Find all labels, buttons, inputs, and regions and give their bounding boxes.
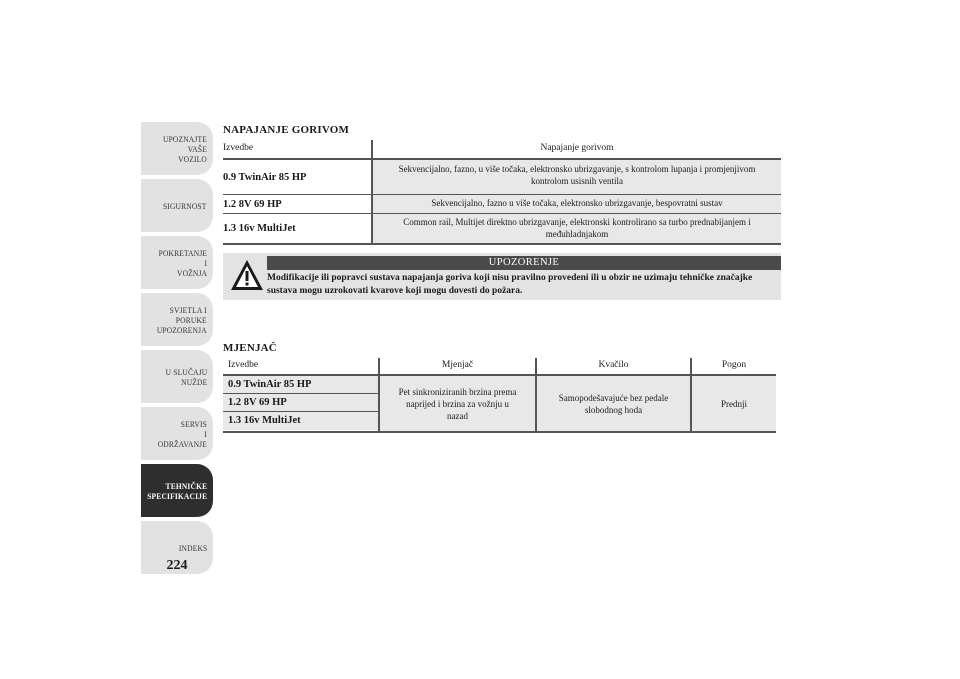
tab-tehnicke-specifikacije[interactable] [141, 464, 213, 517]
fuel-supply-value: Sekvencijalno, fazno u više točaka, elektronsko ubrizgavanje, bespovratni sustav [373, 195, 781, 213]
gearbox-header-clutch: Kvačilo [598, 360, 629, 370]
gearbox-version-name: 1.3 16v MultiJet [223, 412, 378, 430]
fuel-version-name: 0.9 TwinAir 85 HP [223, 160, 373, 194]
tab-servis-i-odrzavanje[interactable] [141, 407, 213, 460]
fuel-section-title: NAPAJANJE GORIVOM [223, 124, 350, 136]
page-number: 224 [166, 558, 188, 573]
gearbox-versions-column [223, 376, 380, 431]
fuel-header-versions: Izvedbe [223, 143, 254, 153]
tab-pokretanje-i-voznja[interactable] [141, 236, 213, 289]
tab-label: U SLUČAJU NUŽDE [165, 366, 207, 387]
chapter-sidebar [141, 122, 213, 578]
clutch-value: Samopodešavajuće bez pedale slobodnog hoda [537, 376, 690, 431]
gearbox-version-name: 0.9 TwinAir 85 HP [223, 376, 378, 394]
fuel-table [223, 140, 781, 245]
table-row [223, 214, 781, 245]
fuel-supply-value: Sekvencijalno, fazno, u više točaka, elektronsko ubrizgavanje, s kontrolom lupanja i promjenjivom kontrolom usisnih ventila [373, 160, 781, 194]
drive-value: Prednji [692, 376, 776, 431]
gearbox-table [223, 358, 776, 433]
tab-sigurnost[interactable] [141, 179, 213, 232]
tab-label: SERVIS I ODRŽAVANJE [157, 418, 207, 449]
warning-triangle-icon [229, 258, 265, 292]
tab-svjetla-poruke-upozorenja[interactable] [141, 293, 213, 346]
table-row [223, 195, 781, 214]
tab-u-slucaju-nuzde[interactable] [141, 350, 213, 403]
tab-label: TEHNIČKE SPECIFIKACIJE [146, 480, 207, 501]
gearbox-value: Pet sinkroniziranih brzina prema naprijed i brzina za vožnju u nazad [380, 376, 535, 431]
gearbox-header-drive: Pogon [721, 360, 747, 370]
warning-text: Modifikacije ili popravci sustava napajanja goriva koji nisu pravilno provedeni ili u obzir ne uzimaju tehničke značajke sustava mogu uzrokovati kvarove koji mogu dovesti do požara. [267, 273, 753, 296]
gearbox-header-versions: Izvedbe [228, 360, 259, 370]
warning-title: UPOZORENJE [267, 256, 781, 270]
table-row [223, 160, 781, 195]
fuel-header-supply: Napajanje gorivom [540, 143, 614, 153]
fuel-supply-value: Common rail, Multijet direktno ubrizgavanje, elektronski kontrolirano sa turbo prednabijanjem i međuhladnjakom [373, 214, 781, 243]
tab-label: UPOZNAJTE VAŠE VOZILO [163, 133, 207, 164]
gearbox-table-body [223, 376, 776, 433]
warning-box [223, 253, 781, 300]
gearbox-version-name: 1.2 8V 69 HP [223, 394, 378, 412]
gearbox-section-title: MJENJAČ [223, 342, 277, 354]
tab-label: SVJETLA I PORUKE UPOZORENJA [157, 304, 207, 335]
tab-label: POKRETANJE I VOŽNJA [158, 247, 207, 278]
gearbox-table-header [223, 358, 776, 376]
tab-upoznajte-vase-vozilo[interactable] [141, 122, 213, 175]
fuel-version-name: 1.2 8V 69 HP [223, 195, 373, 213]
gearbox-header-gearbox: Mjenjač [441, 360, 474, 370]
tab-label: INDEKS [178, 542, 207, 553]
fuel-table-header [223, 140, 781, 160]
fuel-version-name: 1.3 16v MultiJet [223, 214, 373, 243]
tab-label: SIGURNOST [163, 200, 207, 211]
